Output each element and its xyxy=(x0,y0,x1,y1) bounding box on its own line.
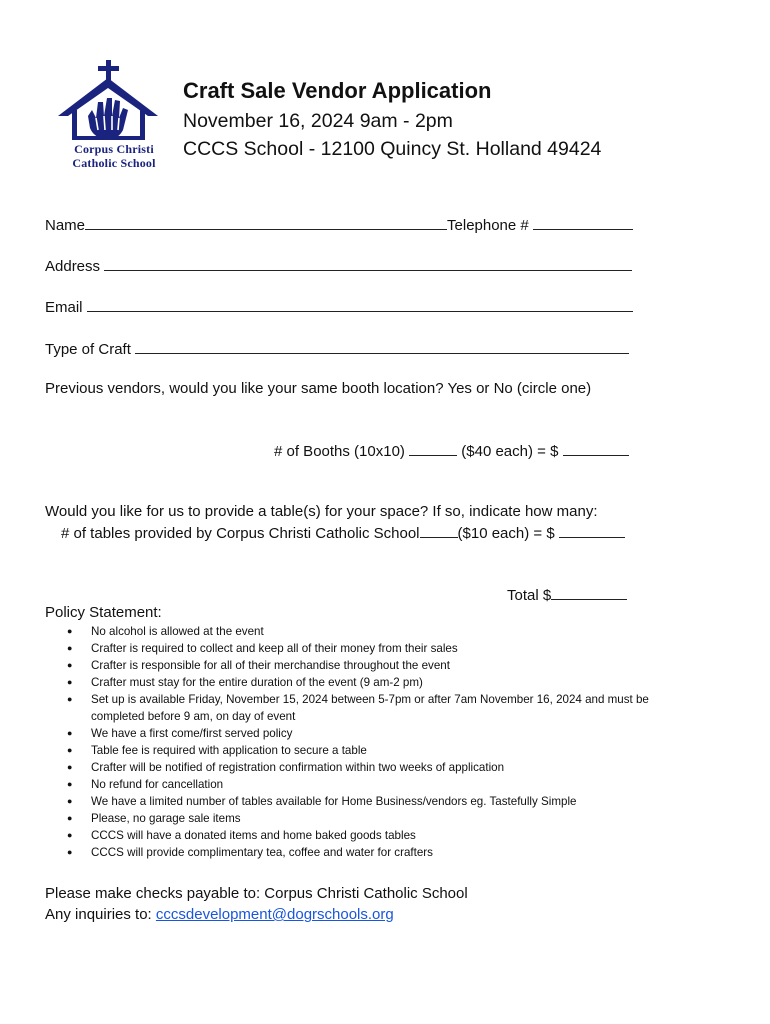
policy-item: ● Table fee is required with application to secure a table xyxy=(45,742,715,759)
total-label: Total $ xyxy=(507,587,552,604)
policy-list xyxy=(45,623,715,861)
booths-count-field[interactable] xyxy=(409,441,457,456)
policy-item: ● We have a limited number of tables available for Home Business/vendors eg. Tastefully Simple xyxy=(45,793,715,810)
church-hand-icon xyxy=(52,58,176,142)
inquiries-label: Any inquiries to: xyxy=(45,906,156,923)
tables-question: Would you like for us to provide a table(s) for your space? If so, indicate how many: xyxy=(45,503,598,520)
total-field[interactable] xyxy=(551,585,627,600)
name-label: Name xyxy=(45,217,86,234)
page-title: Craft Sale Vendor Application xyxy=(183,78,492,103)
tables-total-field[interactable] xyxy=(559,523,625,538)
policy-item: ● Crafter must stay for the entire duration of the event (9 am-2 pm) xyxy=(45,674,715,691)
address-field[interactable] xyxy=(104,256,632,271)
booths-label: # of Booths (10x10) xyxy=(274,443,405,460)
policy-item: ● CCCS will have a donated items and home baked goods tables xyxy=(45,827,715,844)
policy-item: ● Crafter will be notified of registration confirmation within two weeks of application xyxy=(45,759,715,776)
previous-vendor-question: Previous vendors, would you like your same booth location? Yes or No (circle one) xyxy=(45,380,592,397)
school-logo xyxy=(52,58,176,170)
policy-item: ● Crafter is responsible for all of their merchandise throughout the event xyxy=(45,657,715,674)
policy-item: ● No alcohol is allowed at the event xyxy=(45,623,715,640)
address-label: Address xyxy=(45,258,101,275)
booths-row xyxy=(274,441,629,460)
booths-total-field[interactable] xyxy=(563,441,629,456)
checks-payable-note: Please make checks payable to: Corpus Christi Catholic School xyxy=(45,885,468,902)
policy-item: ● Set up is available Friday, November 15, 2024 between 5-7pm or after 7am November 16, 2024 and must be completed before 9 am, on day of event xyxy=(45,691,715,725)
telephone-field[interactable] xyxy=(533,215,633,230)
craft-row xyxy=(45,339,629,358)
name-field[interactable] xyxy=(85,215,447,230)
tables-label: # of tables provided by Corpus Christi Catholic School xyxy=(61,525,420,542)
logo-line-1: Corpus Christi xyxy=(74,142,154,156)
event-date-time: November 16, 2024 9am - 2pm xyxy=(183,110,453,132)
craft-label: Type of Craft xyxy=(45,341,131,358)
policy-item: ● No refund for cancellation xyxy=(45,776,715,793)
total-row xyxy=(507,585,627,604)
logo-line-2: Catholic School xyxy=(72,156,156,170)
inquiries-email-link[interactable]: cccsdevelopment@dogrschools.org xyxy=(155,906,394,923)
policy-item: ● CCCS will provide complimentary tea, coffee and water for crafters xyxy=(45,844,715,861)
craft-field[interactable] xyxy=(135,339,629,354)
policy-title: Policy Statement: xyxy=(45,604,162,621)
tables-count-field[interactable] xyxy=(420,523,458,538)
email-row xyxy=(45,297,633,316)
policy-item: ● Crafter is required to collect and keep all of their money from their sales xyxy=(45,640,715,657)
email-field[interactable] xyxy=(87,297,633,312)
address-row xyxy=(45,256,632,275)
event-location: CCCS School - 12100 Quincy St. Holland 49424 xyxy=(183,138,602,160)
email-label: Email xyxy=(45,299,83,316)
telephone-label: Telephone # xyxy=(447,217,529,234)
tables-price: ($10 each) = $ xyxy=(457,525,555,542)
inquiries-row xyxy=(45,906,394,923)
policy-item: ● Please, no garage sale items xyxy=(45,810,715,827)
tables-row xyxy=(61,523,625,542)
booths-price: ($40 each) = $ xyxy=(461,443,559,460)
name-row xyxy=(45,215,633,234)
policy-item: ● We have a first come/first served policy xyxy=(45,725,715,742)
